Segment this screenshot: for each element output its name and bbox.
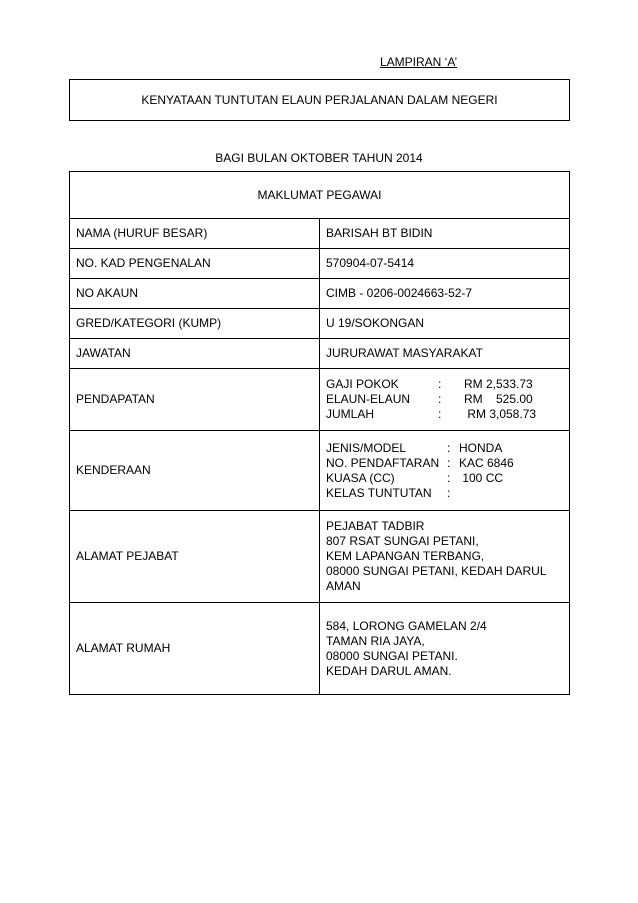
- kenderaan-key: KELAS TUNTUTAN: [326, 485, 432, 500]
- alamat-rumah-line: 08000 SUNGAI PETANI.: [326, 648, 458, 663]
- label-alamat-pejabat: ALAMAT PEJABAT: [70, 511, 320, 603]
- value-jawatan: JURURAWAT MASYARAKAT: [320, 339, 570, 369]
- label-gred: GRED/KATEGORI (KUMP): [70, 309, 320, 339]
- alamat-pejabat-line: PEJABAT TADBIR: [326, 519, 425, 533]
- kenderaan-key: JENIS/MODEL: [326, 440, 407, 455]
- row-alamat-rumah: [70, 603, 570, 695]
- label-jawatan: JAWATAN: [70, 339, 320, 369]
- pendapatan-sep: :: [438, 407, 442, 421]
- label-kad-pengenalan: NO. KAD PENGENALAN: [70, 249, 320, 279]
- officer-info-table: [69, 171, 570, 695]
- row-akaun: [70, 279, 570, 309]
- row-kenderaan: [70, 431, 570, 511]
- kenderaan-value: 100 CC: [459, 470, 504, 485]
- row-gred: [70, 309, 570, 339]
- alamat-rumah-line: TAMAN RIA JAYA,: [326, 633, 425, 648]
- document-title-box: [69, 79, 570, 121]
- kenderaan-list: [326, 441, 563, 501]
- alamat-pejabat-line: KEM LAPANGAN TERBANG,: [326, 549, 485, 563]
- pendapatan-sep: :: [438, 377, 442, 391]
- pendapatan-key: GAJI POKOK: [326, 377, 399, 391]
- kenderaan-value: [459, 486, 563, 501]
- value-alamat-rumah: [320, 603, 570, 695]
- pendapatan-value: RM 525.00: [464, 392, 533, 406]
- value-kenderaan: [320, 431, 570, 511]
- pendapatan-sep: :: [438, 392, 442, 406]
- pendapatan-list: [326, 377, 563, 422]
- alamat-rumah-line: KEDAH DARUL AMAN.: [326, 663, 452, 678]
- label-alamat-rumah: ALAMAT RUMAH: [70, 603, 320, 695]
- pendapatan-value: RM 2,533.73: [464, 377, 533, 391]
- kenderaan-sep: :: [447, 455, 451, 470]
- kenderaan-value: HONDA: [459, 440, 503, 455]
- value-kad-pengenalan: 570904-07-5414: [320, 249, 570, 279]
- value-gred: U 19/SOKONGAN: [320, 309, 570, 339]
- section-header: MAKLUMAT PEGAWAI: [70, 172, 570, 219]
- value-pendapatan: [320, 369, 570, 431]
- kenderaan-sep: :: [447, 440, 451, 455]
- label-kenderaan: KENDERAAN: [70, 431, 320, 511]
- value-akaun: CIMB - 0206-0024663-52-7: [320, 279, 570, 309]
- alamat-rumah-line: 584, LORONG GAMELAN 2/4: [326, 618, 487, 633]
- pendapatan-key: JUMLAH: [326, 407, 375, 421]
- kenderaan-sep: :: [447, 470, 451, 485]
- value-alamat-pejabat: [320, 511, 570, 603]
- kenderaan-value: KAC 6846: [459, 455, 514, 470]
- section-header-row: [70, 172, 570, 219]
- pendapatan-key: ELAUN-ELAUN: [326, 392, 411, 406]
- label-akaun: NO AKAUN: [70, 279, 320, 309]
- kenderaan-key: KUASA (CC): [326, 470, 395, 485]
- row-kad-pengenalan: [70, 249, 570, 279]
- value-nama: BARISAH BT BIDIN: [320, 219, 570, 249]
- row-jawatan: [70, 339, 570, 369]
- pendapatan-value: RM 3,058.73: [464, 407, 537, 421]
- document-title: KENYATAAN TUNTUTAN ELAUN PERJALANAN DALAM NEGERI: [141, 93, 498, 107]
- alamat-pejabat-line: 08000 SUNGAI PETANI, KEDAH DARUL AMAN: [326, 564, 547, 593]
- label-nama: NAMA (HURUF BESAR): [70, 219, 320, 249]
- row-nama: [70, 219, 570, 249]
- kenderaan-sep: :: [447, 485, 451, 500]
- row-pendapatan: [70, 369, 570, 431]
- row-alamat-pejabat: [70, 511, 570, 603]
- label-pendapatan: PENDAPATAN: [70, 369, 320, 431]
- kenderaan-key: NO. PENDAFTARAN: [326, 455, 440, 470]
- lampiran-label: LAMPIRAN ‘A’: [380, 55, 458, 69]
- document-subtitle: BAGI BULAN OKTOBER TAHUN 2014: [215, 151, 423, 165]
- alamat-pejabat-line: 807 RSAT SUNGAI PETANI,: [326, 534, 479, 548]
